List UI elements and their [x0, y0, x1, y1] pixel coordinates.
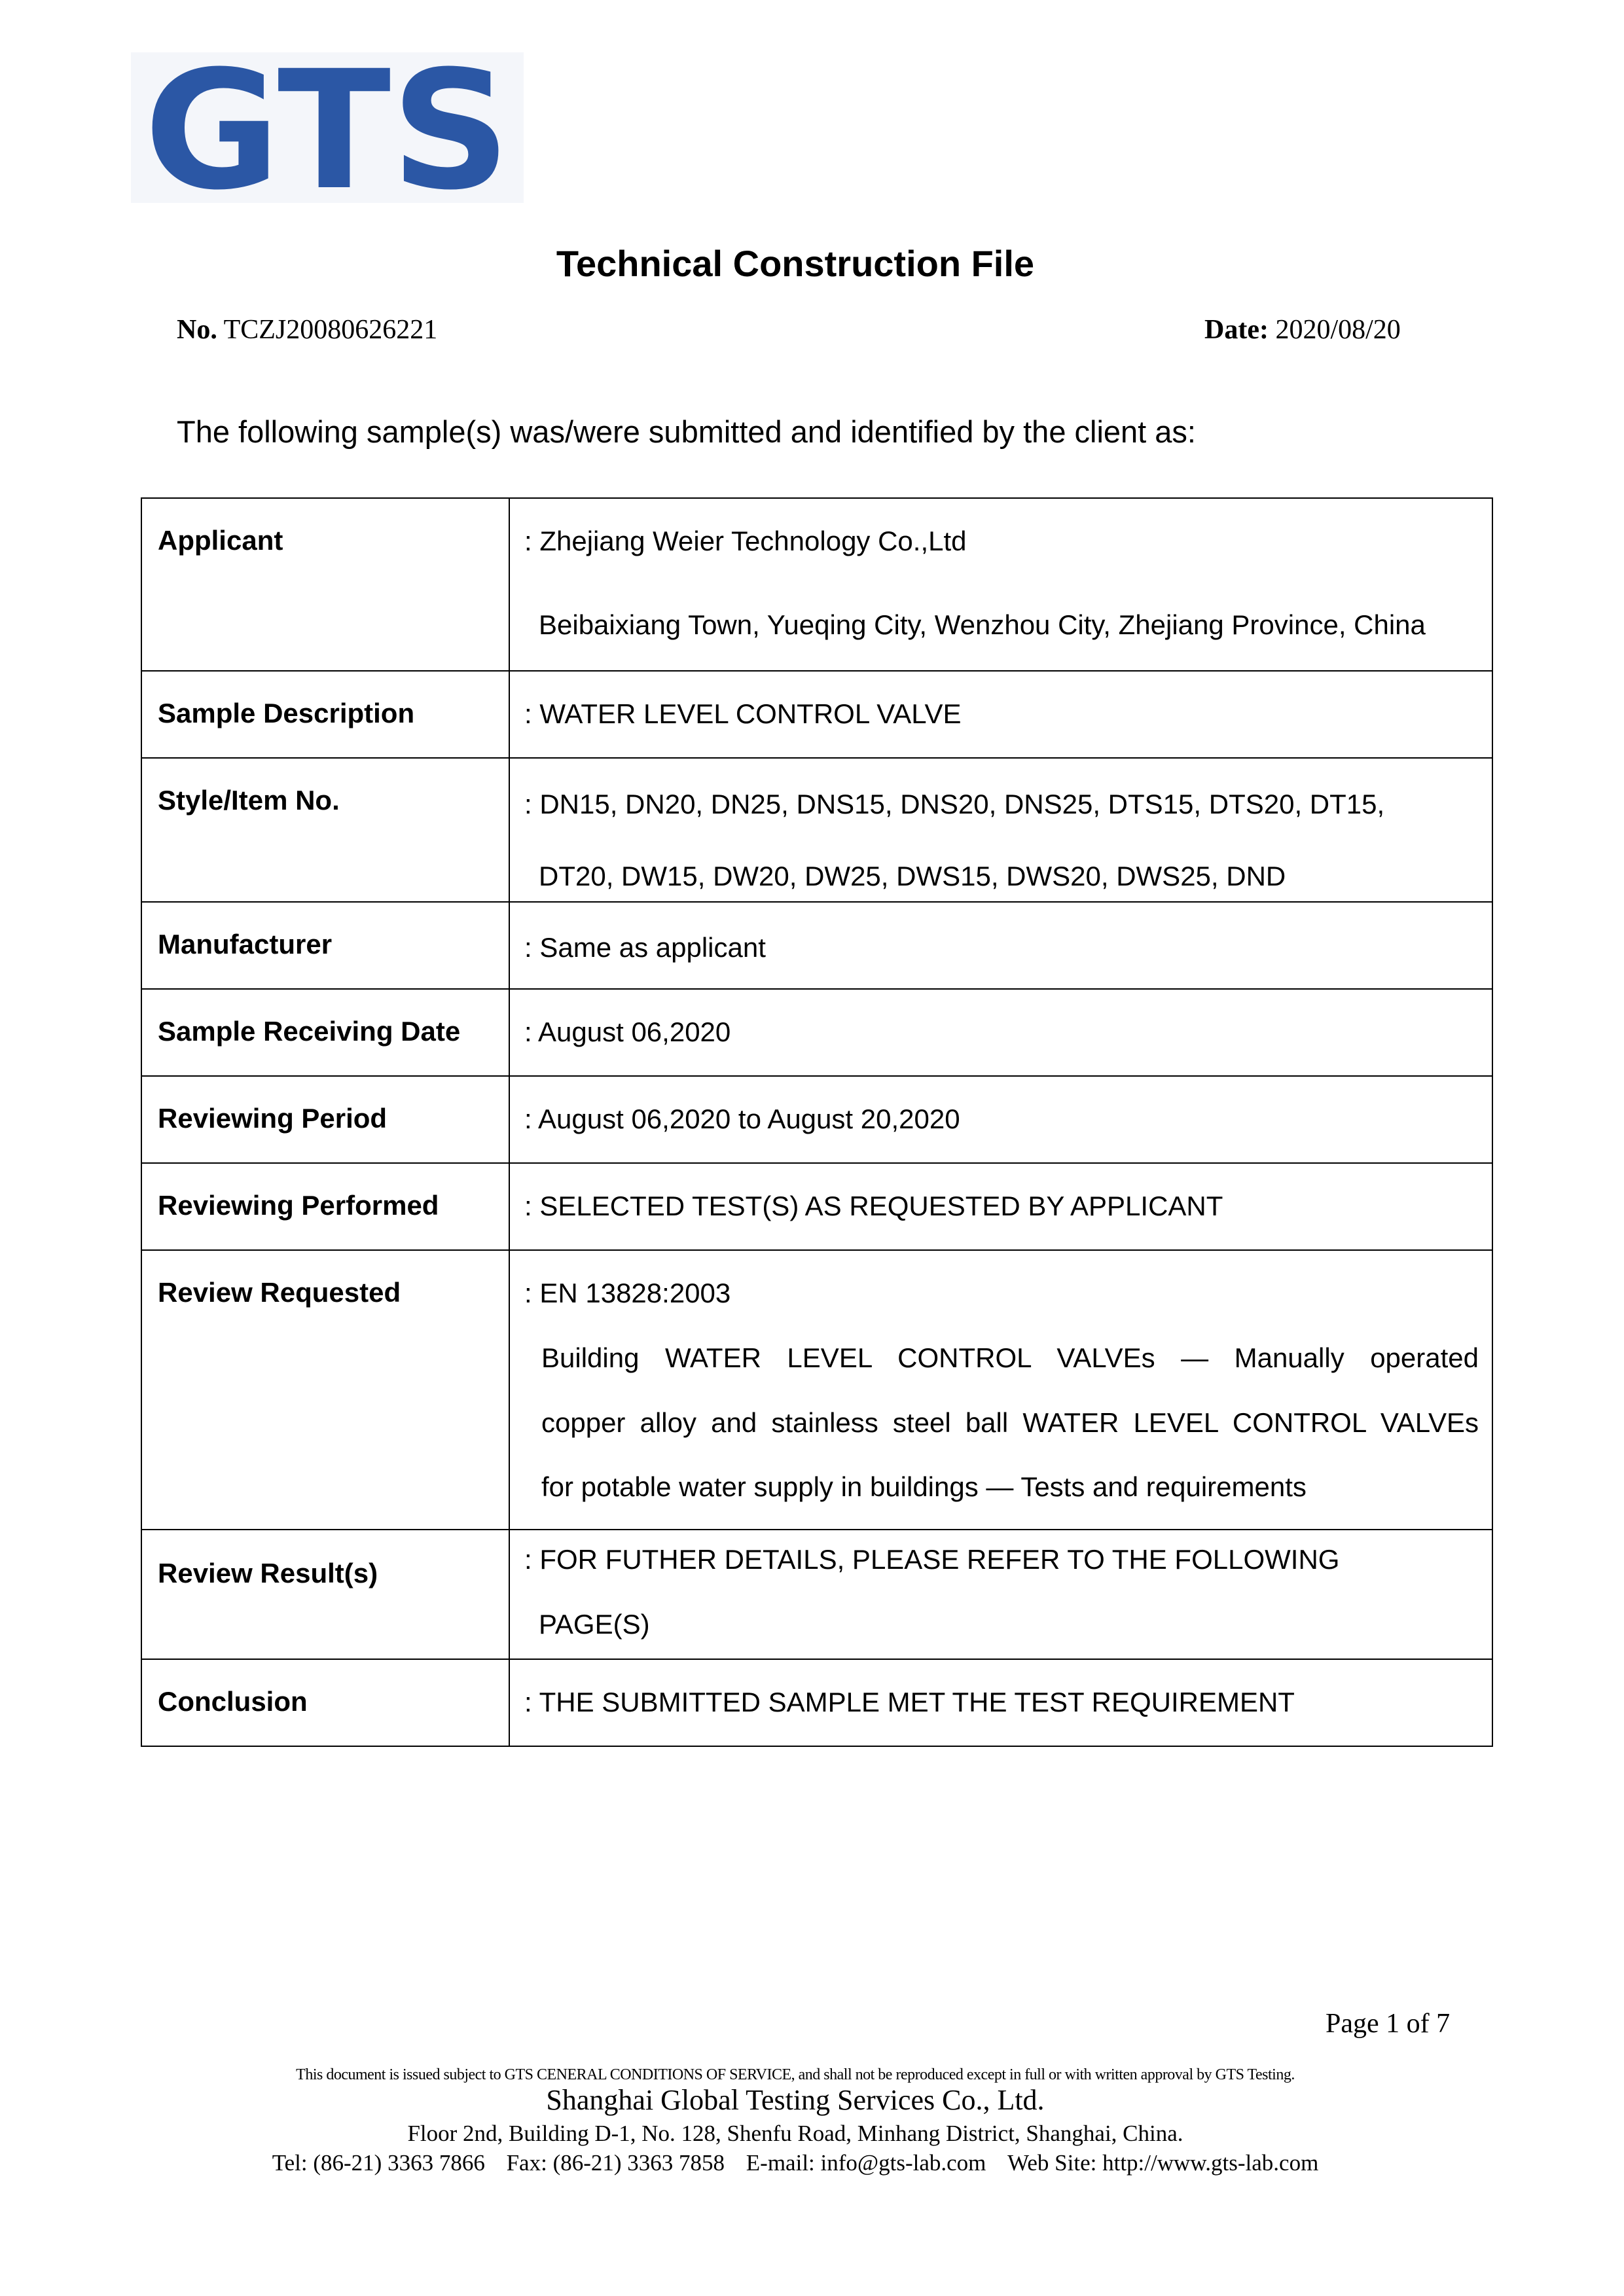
conclusion-text: : THE SUBMITTED SAMPLE MET THE TEST REQUIREMENT: [524, 1687, 1295, 1717]
review-standard-title: copper alloy and stainless steel ball WATER LEVEL CONTROL VALVEs: [541, 1407, 1479, 1438]
number-value: TCZJ20080626221: [223, 315, 438, 345]
document-date: [1204, 314, 1401, 346]
review-requested-value: [509, 1250, 1492, 1530]
manufacturer-label: Manufacturer: [141, 902, 509, 989]
applicant-label: Applicant: [141, 498, 509, 671]
style-item-line: DT20, DW15, DW20, DW25, DWS15, DWS20, DWS25, DND: [539, 861, 1286, 892]
page-number: Page 1 of 7: [1326, 2009, 1451, 2039]
applicant-name: : Zhejiang Weier Technology Co.,Ltd: [524, 526, 967, 556]
sample-info-table: [141, 497, 1493, 1747]
review-results-label: Review Result(s): [141, 1530, 509, 1659]
style-item-label: Style/Item No.: [141, 758, 509, 902]
receiving-date-value: [509, 989, 1492, 1076]
conclusion-label: Conclusion: [141, 1659, 509, 1746]
sample-description-text: : WATER LEVEL CONTROL VALVE: [524, 698, 962, 729]
receiving-date-text: : August 06,2020: [524, 1016, 731, 1047]
reviewing-period-value: [509, 1076, 1492, 1163]
review-standard-title: for potable water supply in buildings — Tests and requirements: [541, 1471, 1307, 1503]
intro-text: The following sample(s) was/were submitted and identified by the client as:: [177, 414, 1196, 449]
style-item-line: : DN15, DN20, DN25, DNS15, DNS20, DNS25, DTS15, DTS20, DT15,: [524, 789, 1385, 819]
table-row: [141, 758, 1492, 902]
table-row: [141, 498, 1492, 671]
table-row: [141, 671, 1492, 758]
style-item-value: [509, 758, 1492, 902]
reviewing-period-text: : August 06,2020 to August 20,2020: [524, 1103, 960, 1134]
date-label: Date:: [1204, 315, 1269, 345]
footer-disclaimer: This document is issued subject to GTS CENERAL CONDITIONS OF SERVICE, and shall not be reproduced except in full or with written approval by GTS Testing.: [296, 2066, 1295, 2083]
document-title: Technical Construction File: [556, 243, 1035, 284]
table-row: [141, 1250, 1492, 1530]
footer-email[interactable]: E-mail: info@gts-lab.com: [746, 2150, 986, 2176]
sample-description-value: [509, 671, 1492, 758]
gts-logo: [131, 52, 524, 203]
footer-website[interactable]: Web Site: http://www.gts-lab.com: [1007, 2150, 1319, 2176]
review-results-line: PAGE(S): [539, 1609, 650, 1640]
review-standard-title: Building WATER LEVEL CONTROL VALVEs — Manually operated: [541, 1342, 1479, 1374]
logo-text: GTS: [144, 52, 511, 203]
footer-contacts: [0, 2150, 1591, 2176]
footer-fax: Fax: (86-21) 3363 7858: [506, 2150, 725, 2176]
number-label: No.: [177, 315, 217, 345]
table-row: [141, 989, 1492, 1076]
review-results-line: : FOR FUTHER DETAILS, PLEASE REFER TO THE FOLLOWING: [524, 1544, 1340, 1575]
document-number: [177, 314, 437, 346]
review-results-value: [509, 1530, 1492, 1659]
manufacturer-text: : Same as applicant: [524, 932, 766, 963]
applicant-value: [509, 498, 1492, 671]
sample-description-label: Sample Description: [141, 671, 509, 758]
table-row: [141, 1659, 1492, 1746]
conclusion-value: [509, 1659, 1492, 1746]
table-row: [141, 902, 1492, 989]
reviewing-period-label: Reviewing Period: [141, 1076, 509, 1163]
footer-address: Floor 2nd, Building D-1, No. 128, Shenfu Road, Minhang District, Shanghai, China.: [407, 2121, 1183, 2146]
reviewing-performed-label: Reviewing Performed: [141, 1163, 509, 1250]
table-row: [141, 1530, 1492, 1659]
date-value: 2020/08/20: [1275, 315, 1401, 345]
applicant-address: Beibaixiang Town, Yueqing City, Wenzhou City, Zhejiang Province, China: [539, 609, 1426, 641]
reviewing-performed-text: : SELECTED TEST(S) AS REQUESTED BY APPLICANT: [524, 1191, 1223, 1221]
footer-tel: Tel: (86-21) 3363 7866: [272, 2150, 485, 2176]
review-requested-label: Review Requested: [141, 1250, 509, 1530]
review-standard: : EN 13828:2003: [524, 1278, 731, 1308]
receiving-date-label: Sample Receiving Date: [141, 989, 509, 1076]
table-row: [141, 1163, 1492, 1250]
manufacturer-value: [509, 902, 1492, 989]
reviewing-performed-value: [509, 1163, 1492, 1250]
footer-company: Shanghai Global Testing Services Co., Ltd.: [546, 2084, 1045, 2116]
table-row: [141, 1076, 1492, 1163]
